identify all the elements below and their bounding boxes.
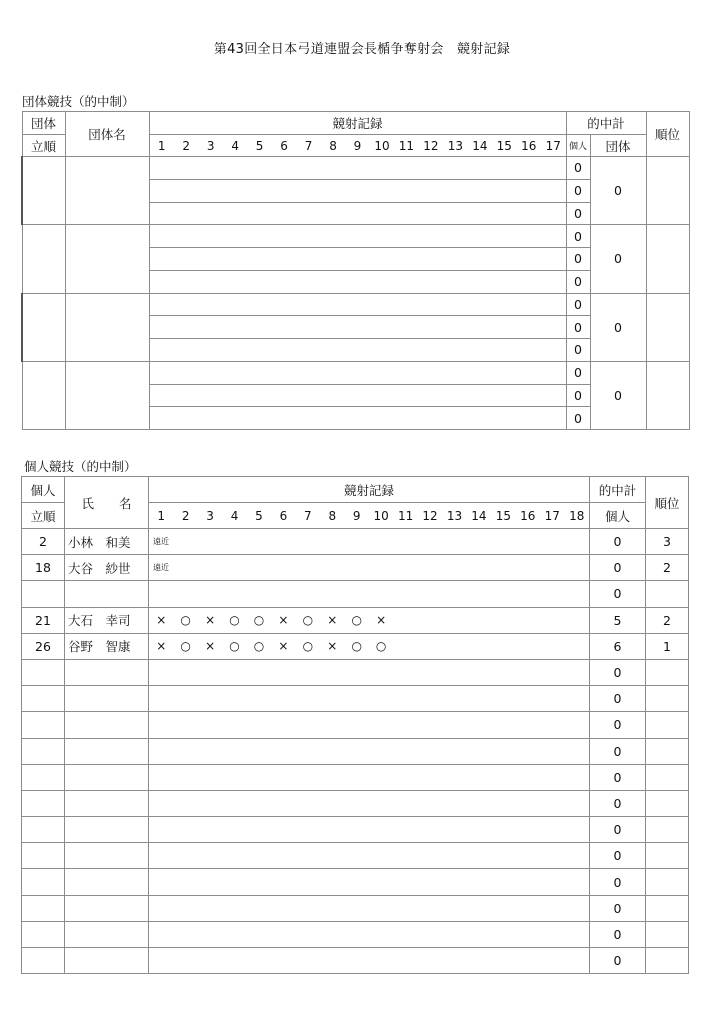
team-name-cell[interactable] <box>65 157 149 225</box>
shot-mark: ○ <box>180 639 191 654</box>
individual-rank-cell: 1 <box>646 633 689 659</box>
individual-shot-number: 16 <box>520 508 536 523</box>
individual-shot-number: 3 <box>206 508 214 523</box>
individual-name-cell <box>65 921 149 947</box>
individual-rank-cell <box>646 659 689 685</box>
individual-rank-cell <box>646 790 689 816</box>
individual-total-cell: 0 <box>590 529 646 555</box>
individual-record-cell[interactable] <box>149 581 590 607</box>
shot-mark: ○ <box>302 639 314 654</box>
individual-order-cell <box>22 790 65 816</box>
individual-row <box>22 764 689 790</box>
individual-shot-number: 9 <box>352 508 361 523</box>
individual-row <box>22 738 689 764</box>
team-shot-number: 15 <box>496 138 512 153</box>
individual-shot-number: 15 <box>495 508 511 523</box>
individual-order-header-top: 個人 <box>22 477 65 503</box>
team-group-total: 0 <box>590 225 646 293</box>
team-name-cell[interactable] <box>65 225 149 293</box>
shot-mark <box>467 613 491 627</box>
individual-order-cell <box>22 764 65 790</box>
individual-name-cell <box>65 581 149 607</box>
individual-record-cell[interactable]: 遠近 <box>149 529 590 555</box>
shot-mark <box>564 613 589 627</box>
individual-total-cell: 0 <box>590 581 646 607</box>
individual-order-header-bottom: 立順 <box>22 503 65 529</box>
shot-mark <box>516 639 540 653</box>
shot-mark: × <box>327 613 338 628</box>
individual-record-cell[interactable] <box>149 817 590 843</box>
shot-mark: ○ <box>229 613 240 628</box>
individual-total-cell: 0 <box>590 686 646 712</box>
individual-rank-cell <box>646 738 689 764</box>
team-individual-total: 0 <box>566 293 590 316</box>
team-individual-total: 0 <box>566 384 590 407</box>
individual-record-cell[interactable] <box>149 633 590 659</box>
individual-name-cell: 小林 和美 <box>65 529 149 555</box>
individual-shot-number: 8 <box>328 508 337 523</box>
individual-name-cell <box>65 790 149 816</box>
team-shot-number: 1 <box>157 138 166 153</box>
shot-mark: ○ <box>253 639 265 654</box>
individual-rank-cell <box>646 921 689 947</box>
individual-rank-cell <box>646 843 689 869</box>
individual-order-cell <box>22 817 65 843</box>
individual-row <box>22 843 689 869</box>
team-shot-number: 10 <box>374 138 390 153</box>
team-shot-number: 17 <box>545 138 561 153</box>
team-individual-total: 0 <box>566 361 590 384</box>
individual-total-cell: 0 <box>590 555 646 581</box>
shot-mark: ○ <box>375 639 387 654</box>
individual-row <box>22 555 689 581</box>
team-individual-total: 0 <box>566 157 590 180</box>
individual-shot-number: 7 <box>304 508 312 523</box>
individual-row <box>22 686 689 712</box>
team-record-cell[interactable] <box>149 202 566 225</box>
shot-mark <box>491 639 515 653</box>
individual-shot-number: 4 <box>230 508 239 523</box>
team-individual-total: 0 <box>566 339 590 362</box>
individual-row <box>22 895 689 921</box>
individual-total-cell: 0 <box>590 895 646 921</box>
individual-total-cell: 0 <box>590 790 646 816</box>
individual-rank-cell: 2 <box>646 607 689 633</box>
individual-rank-cell <box>646 764 689 790</box>
team-record-cell[interactable] <box>149 293 566 316</box>
individual-row <box>22 529 689 555</box>
individual-record-cell[interactable] <box>149 659 590 685</box>
individual-order-cell <box>22 869 65 895</box>
team-section-title: 団体競技（的中制） <box>22 94 135 109</box>
individual-total-cell: 0 <box>590 712 646 738</box>
individual-total-cell: 6 <box>590 633 646 659</box>
team-total-header: 的中計 <box>566 112 646 135</box>
individual-rank-cell <box>646 817 689 843</box>
team-order-cell[interactable] <box>22 225 65 293</box>
shot-mark: ○ <box>351 639 362 654</box>
team-record-cell[interactable] <box>149 248 566 271</box>
individual-shot-number: 10 <box>373 508 389 523</box>
team-order-cell[interactable] <box>22 361 65 429</box>
shot-mark <box>393 613 417 627</box>
shot-mark: × <box>156 639 167 654</box>
individual-shot-number-row <box>149 503 590 529</box>
individual-total-cell: 0 <box>590 843 646 869</box>
team-individual-total: 0 <box>566 202 590 225</box>
team-record-cell[interactable] <box>149 157 566 180</box>
individual-record-header: 競射記録 <box>149 477 590 503</box>
individual-total-cell: 0 <box>590 869 646 895</box>
team-shot-number: 16 <box>521 138 537 153</box>
shot-mark <box>540 613 564 627</box>
team-order-cell[interactable] <box>22 293 65 361</box>
individual-shot-number: 14 <box>471 508 487 523</box>
shot-mark: × <box>278 613 289 628</box>
team-rank-cell <box>646 225 689 293</box>
individual-total-header: 的中計 <box>590 477 646 503</box>
team-group-total: 0 <box>590 361 646 429</box>
individual-order-cell: 18 <box>22 555 65 581</box>
individual-shot-number: 11 <box>397 508 414 523</box>
individual-name-cell <box>65 738 149 764</box>
individual-rank-cell <box>646 869 689 895</box>
team-shot-number: 8 <box>329 138 337 153</box>
individual-record-cell[interactable] <box>149 895 590 921</box>
individual-rank-cell <box>646 686 689 712</box>
team-shot-number-row <box>149 135 566 157</box>
team-shot-number: 6 <box>280 138 288 153</box>
shot-marks <box>149 639 589 653</box>
individual-record-cell[interactable] <box>149 921 590 947</box>
shot-mark: ○ <box>180 613 191 628</box>
team-shot-number: 2 <box>182 138 191 153</box>
individual-order-cell <box>22 895 65 921</box>
individual-rank-cell: 2 <box>646 555 689 581</box>
individual-order-cell: 21 <box>22 607 65 633</box>
shot-mark <box>564 639 589 653</box>
individual-record-cell[interactable] <box>149 712 590 738</box>
individual-name-cell <box>65 712 149 738</box>
individual-shot-number: 18 <box>569 508 585 523</box>
individual-order-cell <box>22 659 65 685</box>
shot-marks <box>149 613 589 627</box>
team-group-total: 0 <box>590 293 646 361</box>
team-record-cell[interactable] <box>149 270 566 293</box>
team-row <box>22 157 689 180</box>
individual-total-cell: 0 <box>590 921 646 947</box>
team-row <box>22 225 689 248</box>
individual-rank-cell <box>646 581 689 607</box>
team-name-cell[interactable] <box>65 361 149 429</box>
individual-total-cell: 5 <box>590 607 646 633</box>
shot-mark: ○ <box>229 639 240 654</box>
individual-shot-number: 2 <box>181 508 190 523</box>
individual-shot-number: 6 <box>279 508 288 523</box>
individual-record-cell[interactable] <box>149 790 590 816</box>
individual-shot-number: 12 <box>422 508 438 523</box>
shot-mark: × <box>205 613 216 628</box>
individual-name-header: 氏 名 <box>65 477 149 529</box>
individual-shot-number: 5 <box>255 508 263 523</box>
team-record-cell[interactable] <box>149 407 566 430</box>
individual-total-individual-header: 個人 <box>590 503 646 529</box>
individual-total-cell: 0 <box>590 659 646 685</box>
individual-name-cell <box>65 659 149 685</box>
individual-record-cell[interactable] <box>149 764 590 790</box>
team-record-cell[interactable] <box>149 179 566 202</box>
team-record-table <box>21 111 690 430</box>
team-total-individual-header: 個人 <box>566 135 590 157</box>
team-shot-number: 7 <box>304 138 313 153</box>
individual-row <box>22 790 689 816</box>
individual-rank-header: 順位 <box>646 477 689 529</box>
shot-mark <box>467 639 491 653</box>
individual-name-cell <box>65 869 149 895</box>
shot-mark <box>418 613 442 627</box>
individual-name-cell: 谷野 智康 <box>65 633 149 659</box>
team-order-header-bottom: 立順 <box>22 135 65 157</box>
individual-record-table <box>21 476 689 974</box>
team-row <box>22 293 689 316</box>
shot-mark: ○ <box>302 613 314 628</box>
individual-order-cell <box>22 581 65 607</box>
team-shot-number: 4 <box>231 138 239 153</box>
shot-mark <box>418 639 442 653</box>
team-shot-number: 3 <box>206 138 215 153</box>
individual-total-cell: 0 <box>590 738 646 764</box>
individual-order-cell <box>22 686 65 712</box>
individual-name-cell: 大谷 紗世 <box>65 555 149 581</box>
individual-record-cell[interactable] <box>149 869 590 895</box>
individual-order-cell: 26 <box>22 633 65 659</box>
shot-mark: ○ <box>253 613 265 628</box>
individual-name-cell <box>65 948 149 974</box>
individual-row <box>22 869 689 895</box>
shot-mark <box>516 613 540 627</box>
individual-record-cell[interactable] <box>149 686 590 712</box>
shot-mark: × <box>376 613 387 628</box>
team-shot-number: 13 <box>447 138 463 153</box>
individual-row <box>22 633 689 659</box>
shot-mark: × <box>327 639 338 654</box>
individual-row <box>22 948 689 974</box>
individual-rank-cell <box>646 712 689 738</box>
team-shot-number: 11 <box>398 138 415 153</box>
shot-mark <box>491 613 515 627</box>
team-record-cell[interactable] <box>149 339 566 362</box>
individual-order-cell <box>22 712 65 738</box>
individual-row <box>22 581 689 607</box>
team-individual-total: 0 <box>566 270 590 293</box>
individual-order-cell <box>22 921 65 947</box>
shot-mark: ○ <box>351 613 362 628</box>
team-individual-total: 0 <box>566 225 590 248</box>
team-row <box>22 361 689 384</box>
team-group-total: 0 <box>590 157 646 225</box>
team-individual-total: 0 <box>566 316 590 339</box>
individual-row <box>22 712 689 738</box>
individual-name-cell <box>65 843 149 869</box>
individual-row <box>22 921 689 947</box>
individual-rank-cell <box>646 895 689 921</box>
individual-shot-number: 13 <box>446 508 463 523</box>
document-title: 第43回全日本弓道連盟会長楯争奪射会 競射記録 <box>213 42 511 57</box>
team-order-header-top: 団体 <box>22 112 65 135</box>
team-name-cell[interactable] <box>65 293 149 361</box>
individual-order-cell <box>22 843 65 869</box>
individual-order-cell: 2 <box>22 529 65 555</box>
individual-shot-number: 17 <box>544 508 560 523</box>
shot-mark: × <box>156 613 167 628</box>
team-record-cell[interactable] <box>149 316 566 339</box>
shot-mark <box>540 639 564 653</box>
team-record-cell[interactable] <box>149 225 566 248</box>
individual-total-cell: 0 <box>590 817 646 843</box>
team-individual-total: 0 <box>566 407 590 430</box>
team-rank-cell <box>646 293 689 361</box>
individual-row <box>22 817 689 843</box>
team-name-header: 団体名 <box>65 112 149 157</box>
individual-record-cell[interactable] <box>149 843 590 869</box>
individual-shot-number: 1 <box>157 508 166 523</box>
shot-mark <box>442 613 466 627</box>
individual-order-cell <box>22 948 65 974</box>
team-rank-header: 順位 <box>646 112 689 157</box>
individual-record-cell[interactable] <box>149 738 590 764</box>
individual-name-cell <box>65 764 149 790</box>
team-rank-cell <box>646 157 689 225</box>
individual-record-cell[interactable]: 遠近 <box>149 555 590 581</box>
team-total-team-header: 団体 <box>590 135 646 157</box>
shot-mark <box>442 639 466 653</box>
shot-mark: × <box>278 639 289 654</box>
shot-mark <box>393 639 417 653</box>
individual-rank-cell <box>646 948 689 974</box>
team-individual-total: 0 <box>566 179 590 202</box>
individual-record-cell[interactable] <box>149 607 590 633</box>
individual-section-title: 個人競技（的中制） <box>24 459 137 474</box>
individual-name-cell <box>65 686 149 712</box>
individual-rank-cell: 3 <box>646 529 689 555</box>
individual-total-cell: 0 <box>590 764 646 790</box>
individual-row <box>22 607 689 633</box>
individual-name-cell <box>65 817 149 843</box>
team-shot-number: 14 <box>472 138 488 153</box>
individual-name-cell: 大石 幸司 <box>65 607 149 633</box>
team-individual-total: 0 <box>566 248 590 271</box>
team-rank-cell <box>646 361 689 429</box>
individual-record-cell[interactable] <box>149 948 590 974</box>
shot-mark: × <box>205 639 216 654</box>
individual-row <box>22 659 689 685</box>
team-shot-number: 5 <box>255 138 264 153</box>
team-record-header: 競射記録 <box>149 112 566 135</box>
team-shot-number: 12 <box>423 138 439 153</box>
team-order-cell[interactable] <box>22 157 65 225</box>
team-record-cell[interactable] <box>149 361 566 384</box>
team-shot-number: 9 <box>353 138 362 153</box>
team-record-cell[interactable] <box>149 384 566 407</box>
individual-name-cell <box>65 895 149 921</box>
individual-order-cell <box>22 738 65 764</box>
individual-total-cell: 0 <box>590 948 646 974</box>
